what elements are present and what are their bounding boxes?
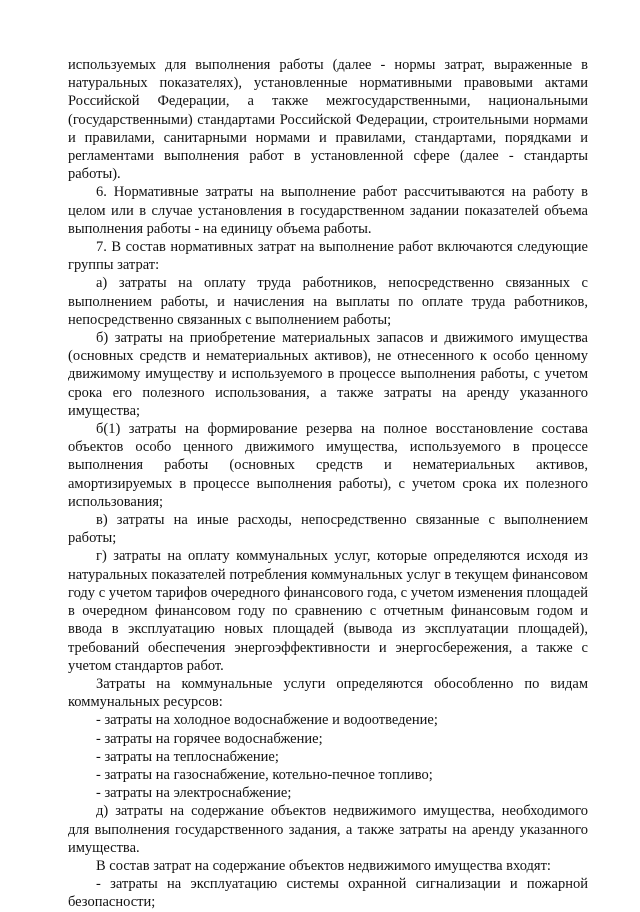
item-b1-reserve-costs: б(1) затраты на формирование резерва на полное восстановление состава объектов особо ценного движимого имущества, используемого в процессе выполнения работы (основных средств и нематериальных активов, амортизируемых в процессе выполнения работы), с учетом срока их полезного использования; [68, 421, 588, 510]
paragraph-7: 7. В состав нормативных затрат на выполнение работ включаются следующие группы затрат: [68, 239, 588, 274]
list-item: - затраты на холодное водоснабжение и водоотведение; [96, 712, 438, 729]
property-costs-intro: В состав затрат на содержание объектов недвижимого имущества входят: [96, 857, 551, 874]
item-g-utility-costs: г) затраты на оплату коммунальных услуг, которые определяются исходя из натуральных показателей потребления коммунальных услуг в текущем финансовом году с учетом тарифов очередного финансового года, с учетом изменения площадей в очередном финансовом году по сравнению с отчетным финансовым годом и ввода в эксплуатацию новых площадей (вывода из эксплуатации площадей), требований обеспечения энергоэффективности и энергосбережения, а также с учетом стандартов работ. [68, 548, 588, 674]
item-b-materials-costs: б) затраты на приобретение материальных запасов и движимого имущества (основных средств и нематериальных активов), не отнесенного к особо ценному движимому имуществу и используемого в процессе выполнения работы, с учетом срока его полезного использования, а также затраты на аренду указанного имущества; [68, 330, 588, 419]
item-v-other-costs: в) затраты на иные расходы, непосредственно связанные с выполнением работы; [68, 512, 588, 547]
list-item: - затраты на газоснабжение, котельно-печное топливо; [96, 766, 433, 783]
list-item: - затраты на электроснабжение; [96, 785, 292, 802]
security-system-costs: - затраты на эксплуатацию системы охранной сигнализации и пожарной безопасности; [68, 876, 588, 911]
paragraph-norms-continuation: используемых для выполнения работы (далее - нормы затрат, выраженные в натуральных показателях), установленные нормативными правовыми актами Российской Федерации, а также межгосударственными, национальными (государственными) стандартами Российской Федерации, строительными нормами и правилами, санитарными нормами и правилами, стандартами, порядками и регламентами выполнения работ в установленной сфере (далее - стандарты работы). [68, 57, 588, 183]
list-item: - затраты на горячее водоснабжение; [96, 730, 323, 747]
paragraph-6: 6. Нормативные затраты на выполнение работ рассчитываются на работу в целом или в случае установления в государственном задании показателей объема выполнения работы - на единицу объема работы. [68, 184, 588, 237]
item-a-labor-costs: а) затраты на оплату труда работников, непосредственно связанных с выполнением работы, и начисления на выплаты по оплате труда работников, непосредственно связанных с выполнением работы; [68, 275, 588, 328]
utility-resources-intro: Затраты на коммунальные услуги определяются обособленно по видам коммунальных ресурсов: [68, 675, 588, 711]
document-page [68, 56, 588, 912]
list-item: - затраты на теплоснабжение; [96, 748, 279, 765]
utility-resources-list [68, 711, 588, 802]
item-d-property-costs: д) затраты на содержание объектов недвижимого имущества, необходимого для выполнения государственного задания, а также затраты на аренду указанного имущества. [68, 803, 588, 856]
